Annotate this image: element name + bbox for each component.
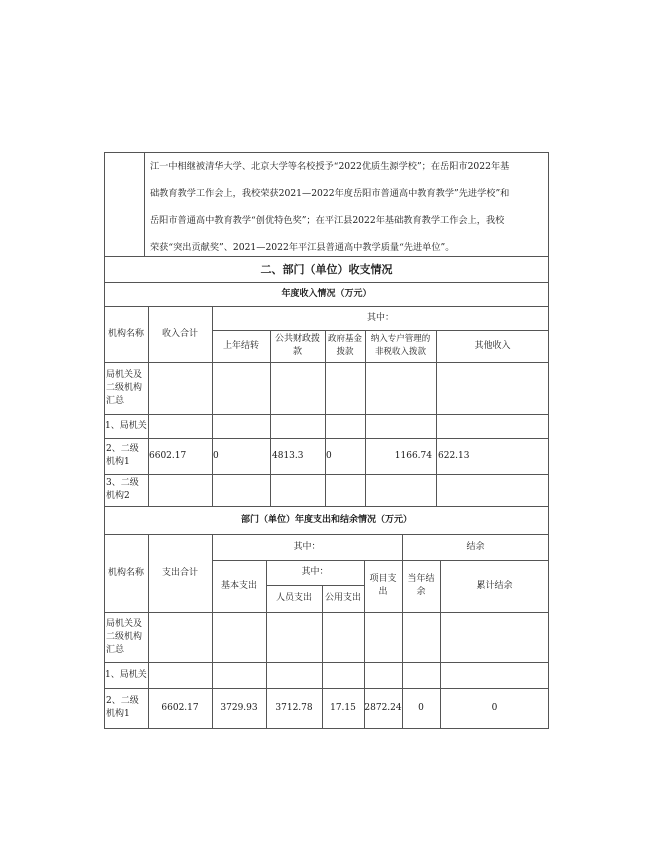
section-title: 二、部门（单位）收支情况 [260,263,393,276]
expense-col-cum-balance: 累计结余 [476,580,513,591]
expense-col-org: 机构名称 [107,567,144,578]
income-cell-gov-fund: 0 [326,450,332,461]
income-cell-other: 622.13 [438,450,470,461]
income-row-name: 3、二级机构2 [106,478,139,501]
intro-line: 础教育教学工作会上，我校荣获2021—2022年度岳阳市普通高中教育教学”先进学校”和 [150,188,510,199]
intro-paragraph [150,153,548,261]
expense-cell-project: 2872.24 [364,702,402,713]
expense-row-name: 局机关及二级机构汇总 [106,618,143,655]
income-col-public-finance: 公共财政拨款 [274,334,320,357]
income-row-name: 2、二级机构1 [106,444,139,467]
expense-cell-cum-balance: 0 [491,702,498,713]
income-cell-carryover: 0 [213,450,219,461]
income-row-name: 局机关及二级机构汇总 [106,369,143,406]
income-col-gov-fund: 政府基金拨款 [328,334,363,357]
expense-cell-year-balance: 0 [418,702,424,713]
expense-col-year-balance: 当年结余 [407,574,435,597]
income-col-other: 其他收入 [474,340,511,351]
intro-line: 荣获“突出贡献奖”、2021—2022年平江县普通高中教学质量“先进单位”。 [150,242,455,253]
income-table-title: 年度收入情况（万元） [281,288,372,299]
expense-col-public: 公用支出 [324,593,361,603]
expense-row-name: 2、二级机构1 [106,696,139,719]
income-col-total: 收入合计 [161,328,198,339]
income-cell-nontax: 1166.74 [394,450,432,461]
expense-table-title: 部门（单位）年度支出和结余情况（万元） [240,514,412,525]
income-col-carryover: 上年结转 [222,340,259,351]
income-row-name: 1、局机关 [105,420,147,431]
expense-cell-total: 6602.17 [161,702,199,713]
expense-cell-personnel: 3712.78 [275,702,313,713]
expense-col-total: 支出合计 [161,567,198,578]
intro-line: 江一中相继被清华大学、北京大学等名校授予“2022优质生源学校”；在岳阳市2022年基 [150,161,510,172]
income-cell-public-finance: 4813.3 [272,450,304,461]
expense-col-personnel: 人员支出 [275,593,312,603]
expense-col-group: 其中： [293,541,321,552]
expense-col-balance-group: 结余 [466,541,485,552]
intro-line: 岳阳市普通高中教育教学“创优特色奖”；在平江县2022年基础教育教学工作会上，我校 [150,215,505,226]
expense-col-sub-group: 其中： [301,567,329,577]
expense-cell-basic: 3729.93 [220,702,258,713]
expense-cell-public: 17.15 [330,702,356,713]
expense-col-basic: 基本支出 [220,580,257,591]
expense-col-project: 项目支出 [369,574,397,597]
income-col-org: 机构名称 [107,328,144,339]
expense-row-name: 1、局机关 [105,669,147,680]
income-cell-total: 6602.17 [149,450,187,461]
income-col-nontax: 纳入专户管理的非税收入拨款 [370,334,431,357]
income-col-group: 其中： [366,312,394,323]
